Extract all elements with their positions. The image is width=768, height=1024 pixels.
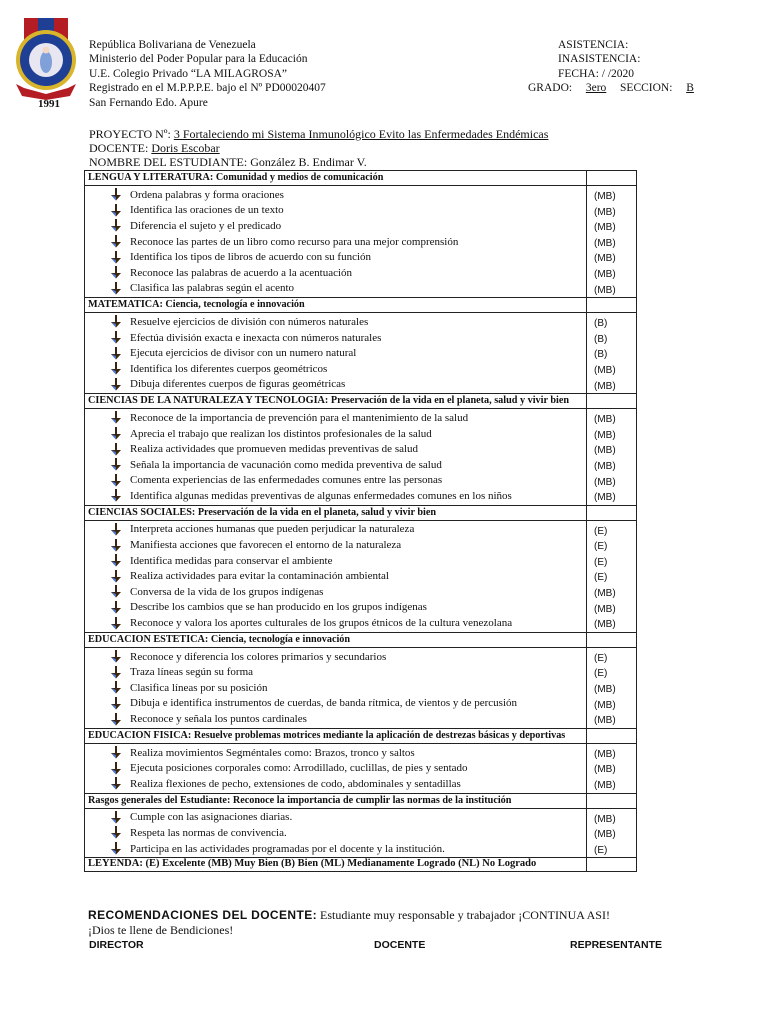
grade-list	[587, 647, 637, 728]
recommendations	[88, 908, 688, 938]
indicator-text: Reconoce de la importancia de prevención para el mantenimiento de la salud	[130, 411, 469, 424]
proyecto-line	[89, 127, 548, 141]
grade-value: (E)	[594, 844, 608, 856]
section-title: EDUCACION ESTETICA: Ciencia, tecnología e innovación	[85, 632, 587, 647]
recomendaciones-text2: ¡Dios te llene de Bendiciones!	[88, 923, 234, 937]
grade-value: (MB)	[594, 684, 616, 696]
grade-value: (MB)	[594, 780, 616, 791]
estudiante-value: González B. Endimar V.	[250, 155, 367, 170]
indicator-item	[88, 473, 583, 489]
arrow-down-bullet-icon	[110, 443, 122, 456]
indicator-item	[88, 537, 583, 553]
section-title: LENGUA Y LITERATURA: Comunidad y medios de comunicación	[85, 171, 587, 186]
grade-value: (MB)	[594, 699, 616, 711]
grade-value: (MB)	[594, 764, 616, 776]
arrow-down-bullet-icon	[110, 266, 122, 279]
arrow-down-bullet-icon	[110, 585, 122, 598]
section-items-row	[85, 743, 637, 793]
section-title: EDUCACION FISICA: Resuelve problemas motrices mediante la aplicación de destrezas básicas y deportivas	[85, 728, 587, 743]
indicator-text: Cumple con las asignaciones diarias.	[130, 811, 293, 824]
docente-value: Doris Escobar	[151, 141, 220, 156]
grade-value: (MB)	[594, 603, 616, 615]
arrow-down-bullet-icon	[110, 554, 122, 567]
section-title: CIENCIAS SOCIALES: Preservación de la vida en el planeta, salud y vivir bien	[85, 505, 587, 520]
arrow-down-bullet-icon	[110, 489, 122, 502]
indicator-list	[85, 313, 587, 394]
grade-value: (MB)	[594, 364, 616, 376]
grade-value: (MB)	[594, 445, 616, 457]
indicator-item	[88, 680, 583, 696]
indicator-text: Interpreta acciones humanas que pueden perjudicar la naturaleza	[130, 523, 415, 536]
indicator-item	[88, 615, 583, 631]
section-items-row	[85, 520, 637, 632]
arrow-down-bullet-icon	[110, 666, 122, 679]
grade-value: (MB)	[594, 460, 616, 472]
grade-value: (MB)	[594, 588, 616, 600]
indicator-item	[88, 664, 583, 680]
grade-value: (MB)	[594, 253, 616, 265]
grade-value: (E)	[594, 572, 608, 584]
arrow-down-bullet-icon	[110, 570, 122, 583]
indicator-text: Ejecuta ejercicios de divisor con un numero natural	[130, 347, 357, 360]
arrow-down-bullet-icon	[110, 427, 122, 440]
arrow-down-bullet-icon	[110, 713, 122, 726]
indicator-item	[88, 441, 583, 457]
indicator-item	[88, 810, 583, 826]
grade-value: (MB)	[594, 715, 616, 727]
indicator-item	[88, 696, 583, 712]
arrow-down-bullet-icon	[110, 650, 122, 663]
grade-value: (MB)	[594, 429, 616, 441]
section-title: Rasgos generales del Estudiante: Reconoce la importancia de cumplir las normas de la institución	[85, 793, 587, 808]
header-line-location: San Fernando Edo. Apure	[89, 96, 208, 109]
indicator-item	[88, 825, 583, 841]
indicator-item	[88, 330, 583, 346]
indicator-text: Participa en las actividades programadas por el docente y la institución.	[130, 842, 445, 855]
indicator-item	[88, 760, 583, 776]
indicator-item	[88, 649, 583, 665]
grade-list	[587, 409, 637, 506]
indicator-text: Identifica los tipos de libros de acuerdo con su función	[130, 251, 372, 264]
indicator-item	[88, 568, 583, 584]
grade-value: (MB)	[594, 268, 616, 280]
indicator-text: Reconoce y señala los puntos cardinales	[130, 713, 307, 726]
indicator-item	[88, 234, 583, 250]
grade-value: (MB)	[594, 380, 616, 392]
arrow-down-bullet-icon	[110, 458, 122, 471]
section-items-row	[85, 409, 637, 506]
arrow-down-bullet-icon	[110, 411, 122, 424]
arrow-down-bullet-icon	[110, 601, 122, 614]
attendance-block	[528, 38, 694, 96]
indicator-item	[88, 377, 583, 393]
arrow-down-bullet-icon	[110, 617, 122, 630]
section-title: CIENCIAS DE LA NATURALEZA Y TECNOLOGIA: Preservación de la vida en el planeta, salud y vivir bien	[85, 394, 587, 409]
legend-empty-cell	[587, 858, 637, 872]
indicator-text: Clasifica líneas por su posición	[130, 681, 268, 694]
section-header-row	[85, 394, 637, 409]
grade-list	[587, 808, 637, 858]
indicator-item	[88, 457, 583, 473]
section-grade-header	[587, 632, 637, 647]
section-items-row	[85, 186, 637, 298]
docente-label: DOCENTE:	[89, 141, 149, 156]
arrow-down-bullet-icon	[110, 331, 122, 344]
grade-list	[587, 186, 637, 298]
indicator-item	[88, 584, 583, 600]
arrow-down-bullet-icon	[110, 315, 122, 328]
grade-value: (MB)	[594, 492, 616, 504]
grade-value: (MB)	[594, 222, 616, 234]
arrow-down-bullet-icon	[110, 188, 122, 201]
indicator-text: Identifica medidas para conservar el ambiente	[130, 554, 333, 567]
asistencia-label: ASISTENCIA:	[558, 39, 629, 51]
indicator-text: Reconoce las palabras de acuerdo a la acentuación	[130, 266, 353, 279]
indicator-text: Clasifica las palabras según el acento	[130, 282, 295, 295]
indicator-text: Respeta las normas de convivencia.	[130, 826, 287, 839]
section-grade-header	[587, 793, 637, 808]
indicator-text: Manifiesta acciones que favorecen el entorno de la naturaleza	[130, 539, 402, 552]
proyecto-value: 3 Fortaleciendo mi Sistema Inmunológico Evito las Enfermedades Endémicas	[173, 127, 549, 141]
indicator-item	[88, 776, 583, 792]
evaluation-table-body	[85, 171, 637, 872]
indicator-item	[88, 187, 583, 203]
arrow-down-bullet-icon	[110, 746, 122, 759]
header-line-republic: República Bolivariana de Venezuela	[89, 39, 256, 51]
indicator-text: Aprecia el trabajo que realizan los distintos profesionales de la salud	[130, 427, 432, 440]
logo-year: 1991	[38, 98, 60, 110]
firma-docente: DOCENTE	[374, 939, 426, 951]
indicator-text: Reconoce y diferencia los colores primarios y secundarios	[130, 650, 387, 663]
grade-value: (E)	[594, 668, 608, 680]
section-header-row	[85, 793, 637, 808]
arrow-down-bullet-icon	[110, 826, 122, 839]
indicator-list	[85, 808, 587, 858]
grade-value: (E)	[594, 652, 608, 664]
section-title: MATEMATICA: Ciencia, tecnología e innovación	[85, 298, 587, 313]
grade-value: (MB)	[594, 206, 616, 218]
indicator-text: Realiza flexiones de pecho, extensiones de codo, abdominales y sentadillas	[130, 777, 461, 790]
section-header-row	[85, 298, 637, 313]
recomendaciones-text: Estudiante muy responsable y trabajador ¡CONTINUA ASI!	[320, 908, 610, 922]
grade-value: (MB)	[594, 284, 616, 296]
arrow-down-bullet-icon	[110, 523, 122, 536]
indicator-list	[85, 743, 587, 793]
arrow-down-bullet-icon	[110, 777, 122, 790]
section-header-row	[85, 632, 637, 647]
indicator-item	[88, 711, 583, 727]
grade-value: (MB)	[594, 748, 616, 760]
section-grade-header	[587, 298, 637, 313]
indicator-text: Reconoce las partes de un libro como recurso para una mejor comprensión	[130, 235, 459, 248]
section-grade-header	[587, 728, 637, 743]
grade-value: (B)	[594, 349, 608, 361]
indicator-list	[85, 520, 587, 632]
arrow-down-bullet-icon	[110, 697, 122, 710]
arrow-down-bullet-icon	[110, 681, 122, 694]
school-header	[89, 38, 326, 110]
indicator-item	[88, 361, 583, 377]
header-line-school: U.E. Colegio Privado “LA MILAGROSA”	[89, 67, 288, 80]
indicator-text: Comenta experiencias de las enfermedades comunes entre las personas	[130, 474, 443, 487]
inasistencia-label: INASISTENCIA:	[558, 53, 641, 66]
indicator-item	[88, 600, 583, 616]
firma-director: DIRECTOR	[89, 939, 144, 951]
indicator-text: Dibuja diferentes cuerpos de figuras geométricas	[130, 378, 346, 391]
grade-list	[587, 743, 637, 793]
indicator-text: Describe los cambios que se han producido en los grupos indígenas	[130, 601, 427, 614]
grade-value: (MB)	[594, 829, 616, 841]
indicator-text: Dibuja e identifica instrumentos de cuerdas, de banda rítmica, de vientos y de percusión	[130, 697, 518, 710]
seccion-value: B	[686, 82, 694, 95]
indicator-item	[88, 281, 583, 297]
arrow-down-bullet-icon	[110, 378, 122, 391]
arrow-down-bullet-icon	[110, 251, 122, 264]
indicator-item	[88, 203, 583, 219]
indicator-text: Identifica las oraciones de un texto	[130, 204, 284, 217]
indicator-text: Ejecuta posiciones corporales como: Arrodillado, cuclillas, de pies y sentado	[130, 762, 468, 775]
indicator-text: Realiza actividades que promueven medidas preventivas de salud	[130, 443, 419, 456]
section-grade-header	[587, 505, 637, 520]
indicator-item	[88, 522, 583, 538]
estudiante-label: NOMBRE DEL ESTUDIANTE:	[89, 155, 248, 170]
indicator-item	[88, 410, 583, 426]
docente-line	[89, 141, 548, 155]
indicator-item	[88, 345, 583, 361]
school-seal-icon	[14, 14, 78, 110]
school-logo	[14, 14, 78, 110]
arrow-down-bullet-icon	[110, 235, 122, 248]
grade-value: (B)	[594, 318, 608, 330]
legend-row	[85, 858, 637, 872]
header-line-registry: Registrado en el M.P.P.P.E. bajo el Nº PD00020407	[89, 82, 326, 95]
indicator-text: Identifica algunas medidas preventivas de algunas enfermedades comunes en los niños	[130, 489, 512, 502]
grado-label: GRADO:	[528, 82, 573, 95]
indicator-item	[88, 218, 583, 234]
indicator-text: Conversa de la vida de los grupos indígenas	[130, 585, 324, 598]
indicator-list	[85, 186, 587, 298]
arrow-down-bullet-icon	[110, 539, 122, 552]
indicator-item	[88, 426, 583, 442]
grade-value: (E)	[594, 525, 608, 537]
grade-list	[587, 313, 637, 394]
project-block	[89, 127, 548, 170]
grade-value: (MB)	[594, 191, 616, 202]
arrow-down-bullet-icon	[110, 362, 122, 375]
indicator-text: Traza líneas según su forma	[130, 666, 254, 679]
indicator-list	[85, 409, 587, 506]
arrow-down-bullet-icon	[110, 282, 122, 295]
section-items-row	[85, 808, 637, 858]
indicator-text: Ordena palabras y forma oraciones	[130, 188, 284, 201]
arrow-down-bullet-icon	[110, 842, 122, 855]
recomendaciones-label: RECOMENDACIONES DEL DOCENTE:	[88, 908, 317, 922]
grade-value: (E)	[594, 556, 608, 568]
indicator-item	[88, 841, 583, 857]
seccion-label: SECCION:	[620, 82, 673, 95]
section-grade-header	[587, 394, 637, 409]
arrow-down-bullet-icon	[110, 204, 122, 217]
indicator-item	[88, 553, 583, 569]
grade-value: (E)	[594, 541, 608, 553]
grade-value: (MB)	[594, 237, 616, 249]
section-items-row	[85, 647, 637, 728]
grade-value: (MB)	[594, 476, 616, 488]
indicator-text: Efectúa división exacta e inexacta con números naturales	[130, 331, 382, 344]
indicator-text: Resuelve ejercicios de división con números naturales	[130, 315, 369, 328]
indicator-text: Realiza movimientos Segméntales como: Brazos, tronco y saltos	[130, 746, 415, 759]
indicator-text: Diferencia el sujeto y el predicado	[130, 219, 282, 232]
indicator-text: Reconoce y valora los aportes culturales de los grupos étnicos de la cultura venezolana	[130, 617, 513, 630]
grade-value: (B)	[594, 333, 608, 345]
grado-seccion-line	[528, 81, 694, 95]
arrow-down-bullet-icon	[110, 474, 122, 487]
indicator-item	[88, 488, 583, 504]
arrow-down-bullet-icon	[110, 762, 122, 775]
section-header-row	[85, 728, 637, 743]
indicator-text: Realiza actividades para evitar la contaminación ambiental	[130, 570, 389, 583]
header-line-ministry: Ministerio del Poder Popular para la Educación	[89, 53, 308, 66]
proyecto-label: PROYECTO Nº:	[89, 127, 171, 141]
evaluation-table	[84, 170, 637, 872]
grade-value: (MB)	[594, 619, 616, 631]
legend-text: LEYENDA: (E) Excelente (MB) Muy Bien (B) Bien (ML) Medianamente Logrado (NL) No Logrado	[85, 858, 587, 872]
arrow-down-bullet-icon	[110, 811, 122, 824]
section-header-row	[85, 171, 637, 186]
section-items-row	[85, 313, 637, 394]
grade-value: (MB)	[594, 813, 616, 825]
indicator-item	[88, 265, 583, 281]
indicator-item	[88, 745, 583, 761]
indicator-item	[88, 249, 583, 265]
section-header-row	[85, 505, 637, 520]
grado-value: 3ero	[585, 82, 607, 95]
indicator-list	[85, 647, 587, 728]
indicator-text: Identifica los diferentes cuerpos geométricos	[130, 362, 328, 375]
estudiante-line	[89, 155, 548, 169]
fecha-label: FECHA: / /2020	[558, 67, 635, 80]
arrow-down-bullet-icon	[110, 347, 122, 360]
arrow-down-bullet-icon	[110, 219, 122, 232]
indicator-text: Señala la importancia de vacunación como medida preventiva de salud	[130, 458, 442, 471]
indicator-item	[88, 314, 583, 330]
section-grade-header	[587, 171, 637, 186]
firma-representante: REPRESENTANTE	[570, 939, 662, 951]
grade-list	[587, 520, 637, 632]
grade-value: (MB)	[594, 414, 616, 426]
